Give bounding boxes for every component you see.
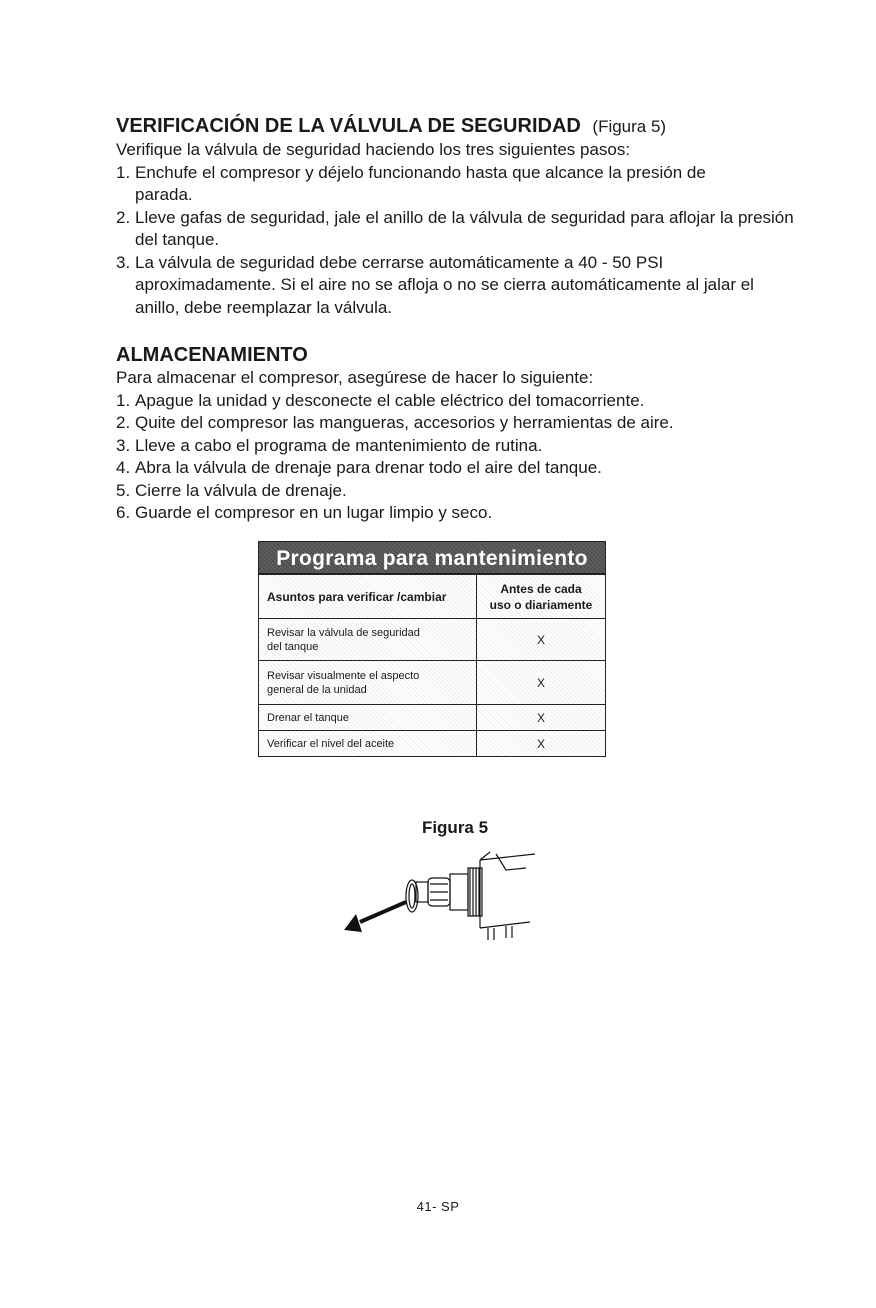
table-cell-item: Revisar visualmente el aspecto general de la unidad	[259, 661, 477, 705]
list-item: 4. Abra la válvula de drenaje para drenar todo el aire del tanque.	[116, 458, 602, 477]
column-header-frequency: Antes de cada uso o diariamente	[477, 575, 606, 619]
table-cell-mark: X	[477, 661, 606, 705]
table-cell-item: Drenar el tanque	[259, 705, 477, 731]
column-header-items: Asuntos para verificar /cambiar	[259, 575, 477, 619]
list-item: 2. Quite del compresor las mangueras, accesorios y herramientas de aire.	[116, 413, 674, 432]
list-item: 3. La válvula de seguridad debe cerrarse automáticamente a 40 - 50 PSI aproximadamente. Si el aire no se afloja o no se cierra automáticamente al jalar el anillo, debe reemplazar la válvula.	[116, 252, 754, 317]
storage-steps	[116, 390, 816, 525]
table-header-row	[259, 575, 606, 619]
list-item: 1. Enchufe el compresor y déjelo funcionando hasta que alcance la presión de parada.	[116, 162, 706, 204]
table-row	[259, 661, 606, 705]
safety-valve-steps	[116, 162, 816, 320]
table-cell-mark: X	[477, 705, 606, 731]
table-row	[259, 619, 606, 661]
table-row	[259, 705, 606, 731]
safety-valve-section	[116, 114, 816, 319]
maintenance-table	[258, 541, 606, 757]
maintenance-grid	[258, 574, 606, 757]
figure-5	[330, 818, 540, 950]
figure-reference: (Figura 5)	[592, 117, 667, 136]
storage-section	[116, 343, 816, 525]
maintenance-table-title: Programa para mantenimiento	[258, 541, 606, 574]
safety-valve-intro: Verifique la válvula de seguridad haciendo los tres siguientes pasos:	[116, 140, 631, 159]
table-cell-mark: X	[477, 731, 606, 757]
table-cell-item: Revisar la válvula de seguridad del tanque	[259, 619, 477, 661]
arrow-icon	[344, 902, 406, 932]
storage-heading: ALMACENAMIENTO	[116, 344, 308, 366]
safety-valve-heading	[116, 114, 816, 139]
figure-caption: Figura 5	[421, 818, 489, 837]
list-item: 1. Apague la unidad y desconecte el cable eléctrico del tomacorriente.	[116, 390, 645, 410]
safety-valve-illustration	[330, 840, 540, 950]
storage-intro: Para almacenar el compresor, asegúrese de hacer lo siguiente:	[116, 368, 594, 387]
table-cell-item: Verificar el nivel del aceite	[259, 731, 477, 757]
list-item: 2. Lleve gafas de seguridad, jale el anillo de la válvula de seguridad para aflojar la presión del tanque.	[116, 207, 794, 249]
table-cell-mark: X	[477, 619, 606, 661]
page-number: 41- SP	[416, 1199, 460, 1214]
list-item: 6. Guarde el compresor en un lugar limpio y seco.	[116, 503, 493, 522]
table-row	[259, 731, 606, 757]
list-item: 5. Cierre la válvula de drenaje.	[116, 480, 347, 500]
list-item: 3. Lleve a cabo el programa de mantenimiento de rutina.	[116, 435, 543, 455]
safety-valve-title: VERIFICACIÓN DE LA VÁLVULA DE SEGURIDAD	[116, 115, 581, 137]
